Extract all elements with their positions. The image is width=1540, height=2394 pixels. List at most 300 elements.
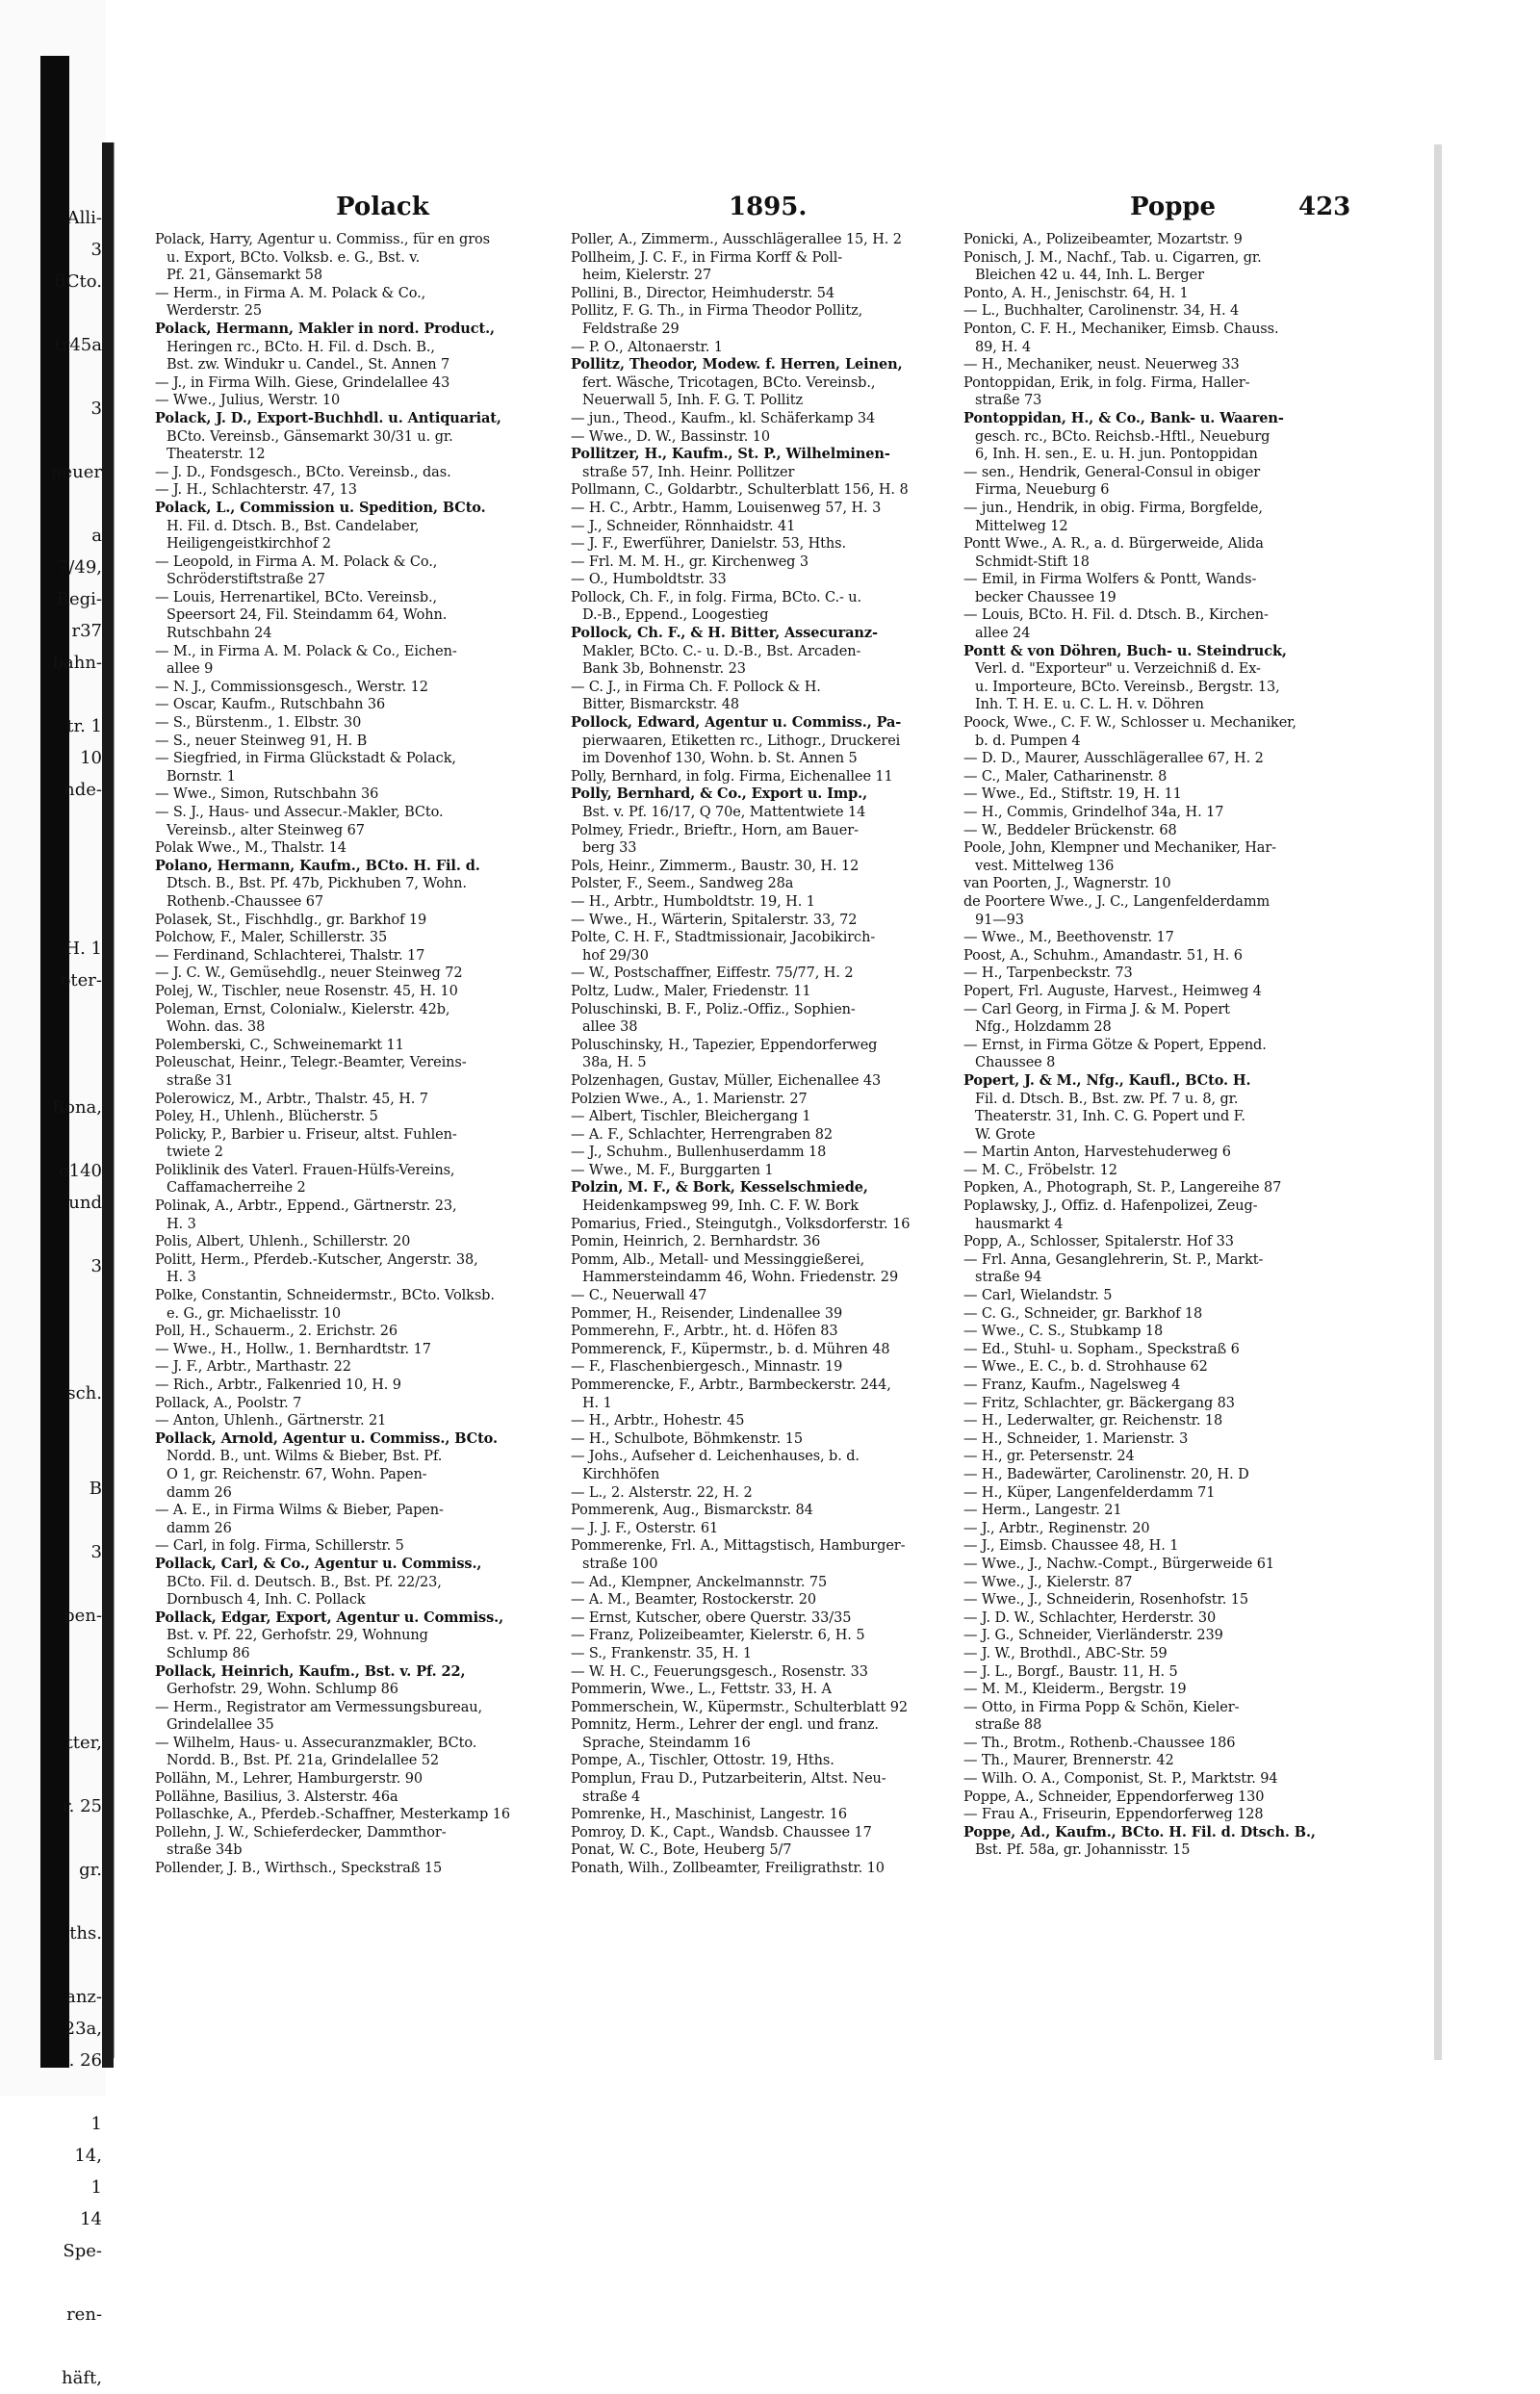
directory-entry: Poley, H., Uhlenh., Blücherstr. 5 bbox=[155, 1109, 378, 1125]
directory-entry: O 1, gr. Reichenstr. 67, Wohn. Papen- bbox=[167, 1466, 427, 1482]
directory-entry: — jun., Hendrik, in obig. Firma, Borgfelde, bbox=[963, 500, 1263, 516]
directory-entry: — H. C., Arbtr., Hamm, Louisenweg 57, H. 3 bbox=[571, 500, 882, 516]
fragment-line: bahn- bbox=[52, 653, 102, 673]
directory-entry: — J. H., Schlachterstr. 47, 13 bbox=[155, 482, 357, 499]
directory-entry: — Albert, Tischler, Bleichergang 1 bbox=[571, 1109, 811, 1125]
fragment-line: BCto. bbox=[53, 271, 102, 292]
directory-entry: — Wilh. O. A., Componist, St. P., Marktstr. 94 bbox=[963, 1771, 1278, 1788]
directory-entry: — Fritz, Schlachter, gr. Bäckergang 83 bbox=[963, 1395, 1235, 1411]
directory-entry: straße 31 bbox=[167, 1072, 234, 1089]
directory-entry: — H., Mechaniker, neust. Neuerweg 33 bbox=[963, 357, 1240, 373]
directory-entry: — J. G., Schneider, Vierländerstr. 239 bbox=[963, 1628, 1223, 1644]
directory-entry: allee 9 bbox=[167, 661, 214, 678]
directory-entry: Rothenb.-Chaussee 67 bbox=[167, 893, 324, 910]
fragment-line: B bbox=[89, 1479, 102, 1499]
directory-entry: — C. J., in Firma Ch. F. Pollock & H. bbox=[571, 679, 821, 695]
directory-entry: pierwaaren, Etiketten rc., Lithogr., Druckerei bbox=[582, 733, 901, 749]
directory-entry: — J., Schuhm., Bullenhuserdamm 18 bbox=[571, 1145, 827, 1161]
directory-entry: Verl. d. "Exporteur" u. Verzeichniß d. Ex- bbox=[975, 661, 1261, 678]
directory-entry: — Oscar, Kaufm., Rutschbahn 36 bbox=[155, 697, 386, 713]
directory-entry: Grindelallee 35 bbox=[167, 1717, 274, 1734]
directory-entry: vest. Mittelweg 136 bbox=[975, 858, 1115, 874]
directory-entry: Polack, Hermann, Makler in nord. Product., bbox=[155, 320, 495, 337]
fragment-line bbox=[0, 806, 102, 837]
directory-entry: — L., 2. Alsterstr. 22, H. 2 bbox=[571, 1484, 753, 1501]
directory-entry: — Wwe., M., Beethovenstr. 17 bbox=[963, 930, 1174, 946]
directory-entry: — Th., Maurer, Brennerstr. 42 bbox=[963, 1753, 1174, 1769]
directory-entry: Heringen rc., BCto. H. Fil. d. Dsch. B., bbox=[167, 339, 435, 355]
directory-entry: Rutschbahn 24 bbox=[167, 626, 272, 642]
directory-entry: Polzin, M. F., & Bork, Kesselschmiede, bbox=[571, 1179, 868, 1197]
directory-entry: Polster, F., Seem., Sandweg 28a bbox=[571, 876, 794, 892]
directory-entry: — Wwe., H., Hollw., 1. Bernhardtstr. 17 bbox=[155, 1341, 431, 1357]
directory-entry: — Johs., Aufseher d. Leichenhauses, b. d. bbox=[571, 1449, 860, 1465]
fragment-line: 3 bbox=[90, 1256, 102, 1276]
fragment-line: ths. bbox=[69, 1923, 102, 1944]
fragment-line: häft, bbox=[62, 2368, 102, 2388]
directory-entry: Polchow, F., Maler, Schillerstr. 35 bbox=[155, 930, 388, 946]
fragment-line bbox=[0, 1060, 102, 1092]
header-right-keyword: Poppe bbox=[1130, 193, 1217, 221]
directory-entry: Pommerin, Wwe., L., Fettstr. 33, H. A bbox=[571, 1682, 832, 1698]
directory-entry: hausmarkt 4 bbox=[975, 1216, 1064, 1232]
fragment-line bbox=[0, 2076, 102, 2108]
column-left bbox=[155, 231, 559, 1878]
page-header bbox=[115, 193, 1443, 231]
directory-entry: Pollini, B., Director, Heimhuderstr. 54 bbox=[571, 285, 834, 301]
directory-entry: Pommerencke, F., Arbtr., Barmbeckerstr. 244, bbox=[571, 1377, 891, 1393]
directory-entry: Poleman, Ernst, Colonialw., Kielerstr. 42b, bbox=[155, 1001, 450, 1017]
directory-entry: Ponicki, A., Polizeibeamter, Mozartstr. 9 bbox=[963, 232, 1243, 247]
directory-entry: Pomrenke, H., Maschinist, Langestr. 16 bbox=[571, 1807, 848, 1823]
directory-entry: u. Importeure, BCto. Vereinsb., Bergstr. 13, bbox=[975, 679, 1280, 695]
fragment-line bbox=[0, 1441, 102, 1473]
fragment-line: 3 bbox=[90, 240, 102, 260]
directory-entry: Poluschinski, B. F., Poliz.-Offiz., Sophien- bbox=[571, 1001, 856, 1017]
directory-entry: Poppe, Ad., Kaufm., BCto. H. Fil. d. Dtsch. B., bbox=[963, 1823, 1316, 1841]
directory-entry: Polack, L., Commission u. Spedition, BCto. bbox=[155, 499, 486, 516]
directory-entry: Nordd. B., Bst. Pf. 21a, Grindelallee 52 bbox=[167, 1753, 440, 1769]
directory-entry: Popert, J. & M., Nfg., Kaufl., BCto. H. bbox=[963, 1071, 1251, 1089]
directory-entry: Pollmann, C., Goldarbtr., Schulterblatt 156, H. 8 bbox=[571, 482, 909, 499]
directory-entry: Pommerehn, F., Arbtr., ht. d. Höfen 83 bbox=[571, 1324, 838, 1340]
fragment-line: Spe- bbox=[63, 2241, 102, 2261]
directory-entry: — C. G., Schneider, gr. Barkhof 18 bbox=[963, 1305, 1203, 1322]
page-number: 423 bbox=[1298, 193, 1351, 221]
directory-entry: — Frau A., Friseurin, Eppendorferweg 128 bbox=[963, 1807, 1264, 1823]
directory-entry: Feldstraße 29 bbox=[582, 321, 680, 337]
directory-entry: Polke, Constantin, Schneidermstr., BCto. Volksb. bbox=[155, 1288, 495, 1304]
directory-entry: — Carl, Wielandstr. 5 bbox=[963, 1288, 1113, 1304]
directory-entry: — Emil, in Firma Wolfers & Pontt, Wands- bbox=[963, 572, 1257, 588]
directory-entry: Caffamacherreihe 2 bbox=[167, 1180, 306, 1197]
directory-entry: Pollitz, Theodor, Modew. f. Herren, Leinen, bbox=[571, 356, 903, 373]
directory-entry: de Poortere Wwe., J. C., Langenfelderdamm bbox=[963, 893, 1270, 910]
fragment-line: oter- bbox=[60, 970, 102, 991]
directory-entry: Ponat, W. C., Bote, Heuberg 5/7 bbox=[571, 1842, 792, 1859]
fragment-line: gr. bbox=[79, 1860, 102, 1880]
directory-entry: Heidenkampsweg 99, Inh. C. F. W. Bork bbox=[582, 1198, 859, 1215]
directory-entry: — J. D., Fondsgesch., BCto. Vereinsb., das. bbox=[155, 464, 451, 480]
page-edge bbox=[1434, 144, 1442, 2060]
directory-entry: — W. H. C., Feuerungsgesch., Rosenstr. 33 bbox=[571, 1663, 868, 1680]
fragment-line bbox=[0, 1568, 102, 1600]
directory-entry: Schröderstiftstraße 27 bbox=[167, 572, 325, 588]
directory-entry: Ponisch, J. M., Nachf., Tab. u. Cigarren, gr. bbox=[963, 249, 1262, 266]
directory-entry: Bank 3b, Bohnenstr. 23 bbox=[582, 661, 746, 678]
directory-entry: — A. E., in Firma Wilms & Bieber, Papen- bbox=[155, 1503, 444, 1519]
directory-entry: 91—93 bbox=[975, 912, 1024, 928]
directory-entry: — W., Postschaffner, Eiffestr. 75/77, H. 2 bbox=[571, 965, 854, 982]
directory-entry: Pommer, H., Reisender, Lindenallee 39 bbox=[571, 1305, 843, 1322]
fragment-line: r. 25 bbox=[63, 1796, 102, 1816]
directory-entry: Heiligengeistkirchhof 2 bbox=[167, 536, 331, 553]
directory-entry: — F., Flaschenbiergesch., Minnastr. 19 bbox=[571, 1359, 843, 1376]
fragment-line bbox=[0, 1663, 102, 1695]
directory-entry: — Ernst, Kutscher, obere Querstr. 33/35 bbox=[571, 1609, 852, 1626]
directory-entry: — Wwe., Julius, Werstr. 10 bbox=[155, 393, 341, 409]
fragment-line: tter, bbox=[65, 1733, 102, 1753]
fragment-line: neuer bbox=[50, 462, 102, 482]
directory-entry: Nordd. B., unt. Wilms & Bieber, Bst. Pf. bbox=[167, 1449, 443, 1465]
directory-entry: Pollack, Heinrich, Kaufm., Bst. v. Pf. 22, bbox=[155, 1662, 466, 1680]
directory-entry: — Rich., Arbtr., Falkenried 10, H. 9 bbox=[155, 1377, 401, 1393]
directory-entry: Sprache, Steindamm 16 bbox=[582, 1735, 751, 1751]
directory-entry: — Wwe., Simon, Rutschbahn 36 bbox=[155, 786, 379, 803]
directory-entry: — J. J. F., Osterstr. 61 bbox=[571, 1520, 719, 1536]
directory-entry: — Wwe., J., Schneiderin, Rosenhofstr. 15 bbox=[963, 1592, 1249, 1609]
directory-entry: damm 26 bbox=[167, 1484, 232, 1501]
directory-entry: Bleichen 42 u. 44, Inh. L. Berger bbox=[975, 268, 1204, 284]
directory-entry: Poost, A., Schuhm., Amandastr. 51, H. 6 bbox=[963, 947, 1243, 964]
directory-entry: u. Export, BCto. Volksb. e. G., Bst. v. bbox=[167, 249, 421, 266]
directory-entry: Polack, J. D., Export-Buchhdl. u. Antiquariat, bbox=[155, 409, 501, 426]
fragment-line bbox=[0, 1949, 102, 1981]
directory-entry: Pommerenke, Frl. A., Mittagstisch, Hamburger- bbox=[571, 1538, 906, 1555]
directory-entry: Hammersteindamm 46, Wohn. Friedenstr. 29 bbox=[582, 1270, 899, 1286]
directory-entry: Politt, Herm., Pferdeb.-Kutscher, Angerstr. 38, bbox=[155, 1251, 478, 1268]
directory-entry: Pompe, A., Tischler, Ottostr. 19, Hths. bbox=[571, 1753, 834, 1769]
directory-entry: — Frl. Anna, Gesanglehrerin, St. P., Markt- bbox=[963, 1251, 1264, 1268]
fragment-line bbox=[0, 1282, 102, 1314]
directory-entry: Pollack, Edgar, Export, Agentur u. Commiss., bbox=[155, 1609, 504, 1626]
directory-entry: — Wwe., J., Kielerstr. 87 bbox=[963, 1574, 1133, 1590]
fragment-line: H. 1 bbox=[64, 939, 102, 959]
column-middle bbox=[571, 231, 975, 1878]
directory-entry: — H., gr. Petersenstr. 24 bbox=[963, 1449, 1135, 1465]
directory-entry: D.-B., Eppend., Loogestieg bbox=[582, 607, 769, 624]
directory-entry: — Frl. M. M. H., gr. Kirchenweg 3 bbox=[571, 553, 808, 570]
directory-entry: — H., Arbtr., Hohestr. 45 bbox=[571, 1413, 745, 1429]
directory-entry: — Franz, Polizeibeamter, Kielerstr. 6, H. 5 bbox=[571, 1628, 865, 1644]
directory-entry: Pollitz, F. G. Th., in Firma Theodor Pollitz, bbox=[571, 303, 863, 320]
directory-entry: — J. F., Arbtr., Marthastr. 22 bbox=[155, 1359, 351, 1376]
directory-entry: — S., Bürstenm., 1. Elbstr. 30 bbox=[155, 715, 362, 732]
directory-entry: — Herm., in Firma A. M. Polack & Co., bbox=[155, 285, 426, 301]
directory-entry: Chaussee 8 bbox=[975, 1055, 1056, 1071]
directory-entry: straße 94 bbox=[975, 1270, 1042, 1286]
directory-entry: Neuerwall 5, Inh. F. G. T. Pollitz bbox=[582, 393, 804, 409]
fragment-line bbox=[0, 1822, 102, 1854]
directory-entry: — Anton, Uhlenh., Gärtnerstr. 21 bbox=[155, 1413, 387, 1429]
directory-entry: Ponto, A. H., Jenischstr. 64, H. 1 bbox=[963, 285, 1189, 301]
directory-entry: berg 33 bbox=[582, 840, 637, 857]
directory-entry: — A. M., Beamter, Rostockerstr. 20 bbox=[571, 1592, 817, 1609]
directory-entry: — J., Schneider, Rönnhaidstr. 41 bbox=[571, 518, 796, 534]
directory-entry: — Louis, Herrenartikel, BCto. Vereinsb., bbox=[155, 589, 438, 605]
directory-entry: Pomroy, D. K., Capt., Wandsb. Chaussee 17 bbox=[571, 1824, 872, 1841]
directory-entry: 38a, H. 5 bbox=[582, 1055, 647, 1071]
fragment-line: tr45a bbox=[54, 335, 102, 355]
directory-entry: twiete 2 bbox=[167, 1145, 223, 1161]
directory-entry: — H., Lederwalter, gr. Reichenstr. 18 bbox=[963, 1413, 1223, 1429]
directory-entry: — Wwe., D. W., Bassinstr. 10 bbox=[571, 428, 770, 445]
directory-entry: im Dovenhof 130, Wohn. b. St. Annen 5 bbox=[582, 751, 858, 767]
header-year: 1895. bbox=[729, 193, 808, 221]
directory-entry: Pollock, Edward, Agentur u. Commiss., Pa- bbox=[571, 714, 902, 732]
directory-entry: Dtsch. B., Bst. Pf. 47b, Pickhuben 7, Wohn. bbox=[167, 876, 467, 892]
fragment-line bbox=[0, 297, 102, 329]
fragment-line: 7/49, bbox=[57, 557, 102, 578]
directory-entry: Vereinsb., alter Steinweg 67 bbox=[167, 822, 365, 838]
directory-entry: — Leopold, in Firma A. M. Polack & Co., bbox=[155, 553, 438, 570]
directory-entry: Polasek, St., Fischhdlg., gr. Barkhof 19 bbox=[155, 912, 427, 928]
directory-entry: — C., Neuerwall 47 bbox=[571, 1288, 707, 1304]
directory-entry: — sen., Hendrik, General-Consul in obiger bbox=[963, 464, 1261, 480]
fragment-line: 14, bbox=[74, 2146, 102, 2166]
fragment-line: 3 bbox=[90, 399, 102, 419]
directory-entry: Pontoppidan, H., & Co., Bank- u. Waaren- bbox=[963, 409, 1284, 426]
directory-entry: Pollehn, J. W., Schieferdecker, Dammthor- bbox=[155, 1824, 447, 1841]
directory-entry: Pollock, Ch. F., & H. Bitter, Assecuranz- bbox=[571, 625, 878, 642]
directory-entry: — J. F., Ewerführer, Danielstr. 53, Hths. bbox=[571, 536, 846, 553]
directory-entry: Polemberski, C., Schweinemarkt 11 bbox=[155, 1037, 404, 1053]
directory-entry: — M., in Firma A. M. Polack & Co., Eichen- bbox=[155, 643, 457, 659]
fragment-line: 1 bbox=[90, 2177, 102, 2198]
directory-entry: — Wwe., J., Nachw.-Compt., Bürgerweide 61 bbox=[963, 1556, 1275, 1572]
directory-entry: H. 1 bbox=[582, 1395, 612, 1411]
directory-entry: — H., Küper, Langenfelderdamm 71 bbox=[963, 1484, 1216, 1501]
directory-entry: BCto. Fil. d. Deutsch. B., Bst. Pf. 22/23, bbox=[167, 1574, 442, 1590]
directory-entry: Policky, P., Barbier u. Friseur, altst. Fuhlen- bbox=[155, 1126, 457, 1143]
directory-entry: — Franz, Kaufm., Nagelsweg 4 bbox=[963, 1377, 1181, 1393]
directory-entry: — jun., Theod., Kaufm., kl. Schäferkamp 34 bbox=[571, 410, 876, 426]
directory-entry: Polmey, Friedr., Brieftr., Horn, am Bauer- bbox=[571, 822, 859, 838]
fragment-line bbox=[0, 1028, 102, 1060]
directory-entry: straße 4 bbox=[582, 1789, 641, 1805]
directory-entry: b. d. Pumpen 4 bbox=[975, 733, 1081, 749]
fragment-line bbox=[0, 2330, 102, 2362]
directory-entry: — Wwe., E. C., b. d. Strohhause 62 bbox=[963, 1359, 1208, 1376]
directory-entry: 6, Inh. H. sen., E. u. H. jun. Pontoppidan bbox=[975, 447, 1258, 463]
directory-entry: Bst. zw. Windukr u. Candel., St. Annen 7 bbox=[167, 357, 450, 373]
directory-entry: — O., Humboldtstr. 33 bbox=[571, 572, 727, 588]
directory-entry: straße 100 bbox=[582, 1556, 658, 1572]
directory-entry: Bornstr. 1 bbox=[167, 768, 236, 785]
fragment-line bbox=[0, 1409, 102, 1441]
directory-entry: H. 3 bbox=[167, 1270, 196, 1286]
fragment-line bbox=[0, 1886, 102, 1918]
directory-entry: — L., Buchhalter, Carolinenstr. 34, H. 4 bbox=[963, 303, 1240, 320]
directory-entry: Polerowicz, M., Arbtr., Thalstr. 45, H. 7 bbox=[155, 1091, 428, 1107]
fragment-line bbox=[0, 1219, 102, 1250]
page-gutter-shadow bbox=[102, 142, 114, 2068]
directory-entry: Pollack, Arnold, Agentur u. Commiss., BCto. bbox=[155, 1429, 498, 1447]
directory-entry: — Martin Anton, Harvestehuderweg 6 bbox=[963, 1145, 1231, 1161]
directory-entry: Polte, C. H. F., Stadtmissionair, Jacobikirch- bbox=[571, 930, 876, 946]
directory-entry: — J. D. W., Schlachter, Herderstr. 30 bbox=[963, 1609, 1217, 1626]
directory-entry: Bst. v. Pf. 16/17, Q 70e, Mattentwiete 14 bbox=[582, 805, 866, 820]
fragment-line bbox=[0, 901, 102, 933]
directory-entry: Pomarius, Fried., Steingutgh., Volksdorferstr. 16 bbox=[571, 1216, 911, 1232]
directory-entry: — Wwe., C. S., Stubkamp 18 bbox=[963, 1324, 1164, 1340]
fragment-line bbox=[0, 679, 102, 710]
directory-entry: — H., Schneider, 1. Marienstr. 3 bbox=[963, 1430, 1189, 1447]
directory-entry: — Carl, in folg. Firma, Schillerstr. 5 bbox=[155, 1538, 404, 1555]
directory-entry: — H., Commis, Grindelhof 34a, H. 17 bbox=[963, 805, 1224, 820]
directory-entry: — D. D., Maurer, Ausschlägerallee 67, H. 2 bbox=[963, 751, 1264, 767]
directory-entry: — W., Beddeler Brückenstr. 68 bbox=[963, 822, 1177, 838]
fragment-line: tr. 1 bbox=[66, 716, 102, 736]
directory-entry: — H., Tarpenbeckstr. 73 bbox=[963, 965, 1133, 982]
header-left-keyword: Polack bbox=[336, 193, 429, 221]
directory-entry: straße 88 bbox=[975, 1717, 1042, 1734]
directory-entry: damm 26 bbox=[167, 1520, 232, 1536]
directory-entry: Pommerenck, F., Küpermstr., b. d. Mühren 48 bbox=[571, 1341, 890, 1357]
directory-entry: Popken, A., Photograph, St. P., Langereihe 87 bbox=[963, 1180, 1282, 1197]
fragment-line bbox=[0, 996, 102, 1028]
directory-entry: Bitter, Bismarckstr. 48 bbox=[582, 697, 740, 713]
directory-entry: Pontt & von Döhren, Buch- u. Steindruck, bbox=[963, 642, 1287, 659]
directory-entry: Pollock, Ch. F., in folg. Firma, BCto. C.- u. bbox=[571, 589, 862, 605]
directory-entry: 89, H. 4 bbox=[975, 339, 1031, 355]
directory-entry: becker Chaussee 19 bbox=[975, 589, 1116, 605]
fragment-line: 10 bbox=[80, 748, 102, 768]
directory-entry: — H., Badewärter, Carolinenstr. 20, H. D bbox=[963, 1466, 1249, 1482]
directory-entry: BCto. Vereinsb., Gänsemarkt 30/31 u. gr. bbox=[167, 428, 453, 445]
directory-entry: — P. O., Altonaerstr. 1 bbox=[571, 339, 723, 355]
directory-entry: — Carl Georg, in Firma J. & M. Popert bbox=[963, 1001, 1230, 1017]
previous-page-fragment bbox=[0, 0, 106, 2388]
directory-entry: — Ed., Stuhl- u. Sopham., Speckstraß 6 bbox=[963, 1341, 1240, 1357]
directory-entry: — Ernst, in Firma Götze & Popert, Eppend. bbox=[963, 1037, 1267, 1053]
directory-entry: Wohn. das. 38 bbox=[167, 1019, 266, 1036]
directory-entry: Pollack, Carl, & Co., Agentur u. Commiss., bbox=[155, 1555, 482, 1572]
directory-entry: straße 73 bbox=[975, 393, 1042, 409]
directory-entry: — M. C., Fröbelstr. 12 bbox=[963, 1162, 1117, 1178]
directory-entry: — Th., Brotm., Rothenb.-Chaussee 186 bbox=[963, 1735, 1236, 1751]
directory-entry: — Louis, BCto. H. Fil. d. Dtsch. B., Kirchen- bbox=[963, 607, 1269, 624]
fragment-line: r37 bbox=[71, 621, 102, 641]
directory-entry: Poller, A., Zimmerm., Ausschlägerallee 15, H. 2 bbox=[571, 232, 902, 247]
directory-entry: Werderstr. 25 bbox=[167, 303, 263, 320]
directory-entry: Popert, Frl. Auguste, Harvest., Heimweg 4 bbox=[963, 983, 1262, 999]
directory-entry: Kirchhöfen bbox=[582, 1466, 660, 1482]
fragment-line: pen- bbox=[64, 1606, 102, 1626]
directory-entry: Pollitzer, H., Kaufm., St. P., Wilhelminen- bbox=[571, 446, 890, 463]
column-right bbox=[963, 231, 1368, 1860]
fragment-line: Bona, bbox=[51, 1097, 102, 1118]
directory-entry: Polack, Harry, Agentur u. Commiss., für en gros bbox=[155, 232, 491, 247]
directory-entry: Polak Wwe., M., Thalstr. 14 bbox=[155, 840, 346, 857]
directory-entry: Poluschinsky, H., Tapezier, Eppendorferweg bbox=[571, 1037, 878, 1053]
directory-entry: Poll, H., Schauerm., 2. Erichstr. 26 bbox=[155, 1324, 398, 1340]
directory-entry: Theaterstr. 31, Inh. C. G. Popert und F. bbox=[975, 1109, 1245, 1125]
directory-entry: — H., Schulbote, Böhmkenstr. 15 bbox=[571, 1430, 803, 1447]
fragment-line bbox=[0, 1695, 102, 1727]
directory-entry: Pollaschke, A., Pferdeb.-Schaffner, Mesterkamp 16 bbox=[155, 1807, 510, 1823]
directory-entry: — Wilhelm, Haus- u. Assecuranzmakler, BCto. bbox=[155, 1735, 477, 1751]
fragment-line: ren- bbox=[66, 2304, 102, 2325]
directory-entry: — Wwe., M. F., Burggarten 1 bbox=[571, 1162, 774, 1178]
directory-entry: — S., neuer Steinweg 91, H. B bbox=[155, 733, 368, 749]
directory-entry: Poplawsky, J., Offiz. d. Hafenpolizei, Zeug- bbox=[963, 1198, 1258, 1215]
directory-entry: allee 38 bbox=[582, 1019, 638, 1036]
fragment-line bbox=[0, 1759, 102, 1790]
directory-entry: — C., Maler, Catharinenstr. 8 bbox=[963, 768, 1168, 785]
directory-entry: Poltz, Ludw., Maler, Friedenstr. 11 bbox=[571, 983, 811, 999]
directory-entry: — J., in Firma Wilh. Giese, Grindelallee 43 bbox=[155, 374, 450, 391]
fragment-line bbox=[0, 837, 102, 869]
directory-entry: Pommerenk, Aug., Bismarckstr. 84 bbox=[571, 1503, 813, 1519]
directory-entry: Ponton, C. F. H., Mechaniker, Eimsb. Chauss. bbox=[963, 321, 1279, 337]
directory-entry: Speersort 24, Fil. Steindamm 64, Wohn. bbox=[167, 607, 448, 624]
directory-entry: H. Fil. d. Dtsch. B., Bst. Candelaber, bbox=[167, 518, 420, 534]
directory-entry: Fil. d. Dtsch. B., Bst. zw. Pf. 7 u. 8, gr. bbox=[975, 1091, 1239, 1107]
directory-entry: Poleuschat, Heinr., Telegr.-Beamter, Vereins- bbox=[155, 1055, 467, 1071]
fragment-line: anz- bbox=[65, 1987, 102, 2007]
directory-entry: — Otto, in Firma Popp & Schön, Kieler- bbox=[963, 1699, 1240, 1715]
directory-entry: Polis, Albert, Uhlenh., Schillerstr. 20 bbox=[155, 1234, 411, 1250]
directory-entry: Poppe, A., Schneider, Eppendorferweg 130 bbox=[963, 1789, 1265, 1805]
directory-entry: Schlump 86 bbox=[167, 1645, 250, 1661]
directory-entry: — A. F., Schlachter, Herrengraben 82 bbox=[571, 1126, 834, 1143]
directory-entry: Pollähne, Basilius, 3. Alsterstr. 46a bbox=[155, 1789, 398, 1805]
directory-entry: Polly, Bernhard, & Co., Export u. Imp., bbox=[571, 785, 868, 803]
fragment-line bbox=[0, 1346, 102, 1377]
directory-entry: Pommerschein, W., Küpermstr., Schulterblatt 92 bbox=[571, 1699, 908, 1715]
directory-entry: e. G., gr. Michaelisstr. 10 bbox=[167, 1305, 341, 1322]
fragment-line: sch. bbox=[66, 1383, 102, 1403]
directory-entry: — M. M., Kleiderm., Bergstr. 19 bbox=[963, 1682, 1187, 1698]
directory-entry: Polly, Bernhard, in folg. Firma, Eichenallee 11 bbox=[571, 768, 893, 785]
directory-entry: — Wwe., Ed., Stiftstr. 19, H. 11 bbox=[963, 786, 1182, 803]
directory-entry: — Herm., Langestr. 21 bbox=[963, 1503, 1122, 1519]
directory-entry: — S. J., Haus- und Assecur.-Makler, BCto. bbox=[155, 805, 444, 820]
directory-entry: Popp, A., Schlosser, Spitalerstr. Hof 33 bbox=[963, 1234, 1234, 1250]
directory-entry: Inh. T. H. E. u. C. L. H. v. Döhren bbox=[975, 697, 1204, 713]
directory-entry: Polano, Hermann, Kaufm., BCto. H. Fil. d. bbox=[155, 857, 480, 874]
directory-page bbox=[114, 142, 1443, 2058]
directory-entry: straße 34b bbox=[167, 1842, 243, 1859]
fragment-line: 14 bbox=[80, 2209, 102, 2229]
directory-entry: heim, Kielerstr. 27 bbox=[582, 268, 712, 284]
directory-entry: Firma, Neueburg 6 bbox=[975, 482, 1110, 499]
fragment-line bbox=[0, 1632, 102, 1663]
directory-entry: Mittelweg 12 bbox=[975, 518, 1068, 534]
fragment-line bbox=[0, 869, 102, 901]
directory-entry: Pontoppidan, Erik, in folg. Firma, Haller- bbox=[963, 374, 1250, 391]
directory-entry: — J. L., Borgf., Baustr. 11, H. 5 bbox=[963, 1663, 1178, 1680]
fragment-line bbox=[0, 1505, 102, 1536]
directory-entry: — J. W., Brothdl., ABC-Str. 59 bbox=[963, 1645, 1168, 1661]
directory-entry: — N. J., Commissionsgesch., Werstr. 12 bbox=[155, 679, 428, 695]
fragment-line: Alli- bbox=[66, 208, 102, 228]
fragment-line bbox=[0, 425, 102, 456]
directory-entry: Dornbusch 4, Inh. C. Pollack bbox=[167, 1592, 366, 1609]
directory-entry: straße 57, Inh. Heinr. Pollitzer bbox=[582, 464, 795, 480]
directory-entry: Pols, Heinr., Zimmerm., Baustr. 30, H. 12 bbox=[571, 858, 860, 874]
